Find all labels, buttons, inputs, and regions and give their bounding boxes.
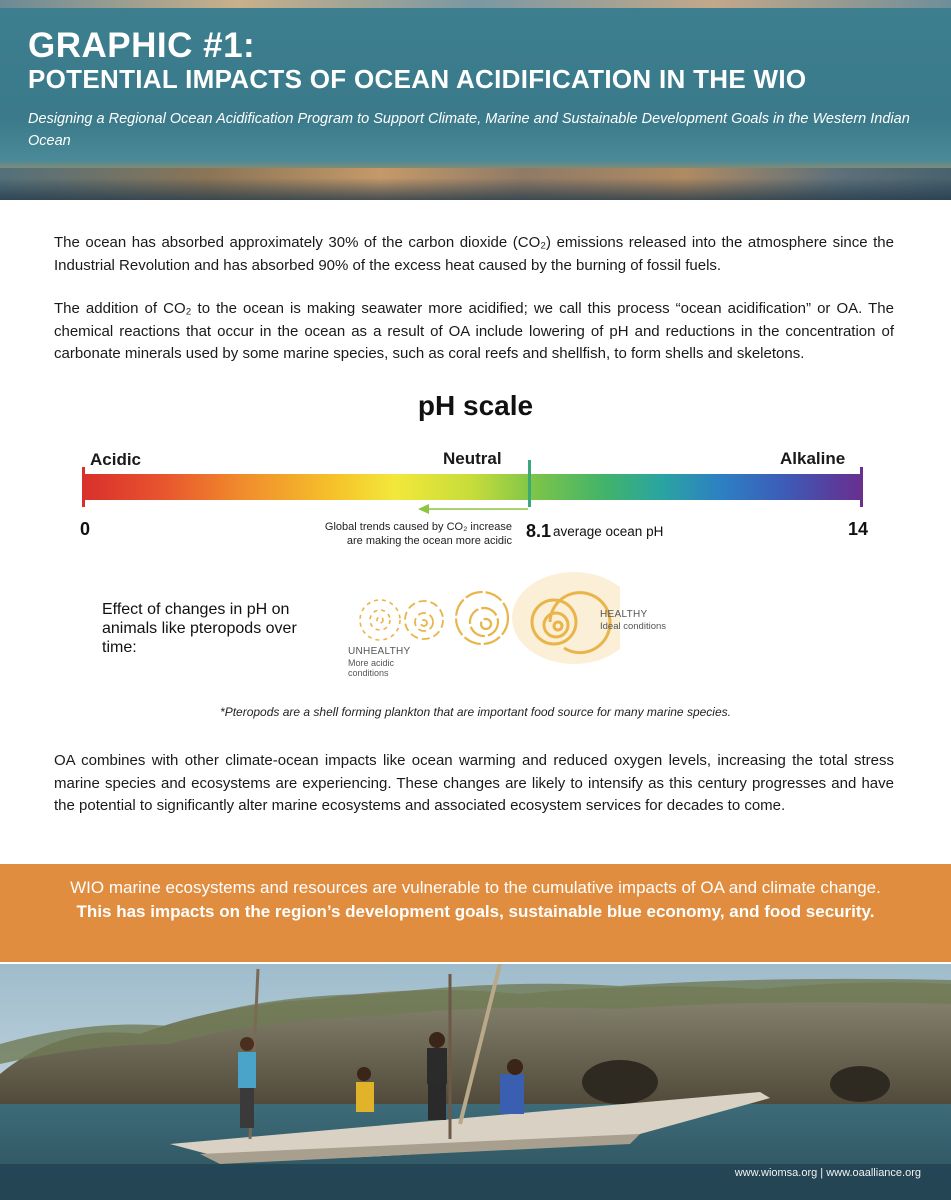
callout-text-bold: This has impacts on the region’s development goals, sustainable blue economy, and food security.	[76, 901, 875, 921]
impacts-paragraph: OA combines with other climate-ocean impacts like ocean warming and reduced oxygen levels, increasing the total stress marine species and ecosystems are experiencing. These changes are likely to intensify as this century progresses and have the potential to significantly alter marine ecosystems and associated ecosystem services for decades to come.	[54, 752, 894, 814]
ph-scale-title: pH scale	[417, 390, 534, 421]
pteropod-shell-icon	[360, 600, 400, 640]
neutral-label: Neutral	[443, 449, 502, 468]
ph-gradient-bar	[84, 474, 862, 500]
pteropod-shell-icon	[405, 601, 443, 639]
page-title-line2: POTENTIAL IMPACTS OF OCEAN ACIDIFICATION IN THE WIO	[28, 64, 807, 94]
header-banner	[0, 0, 951, 200]
callout-text	[60, 876, 891, 923]
fishermen-photo	[0, 964, 951, 1200]
header-top-edge	[0, 0, 951, 8]
unhealthy-description: More acidic conditions	[348, 658, 395, 678]
ph-tick-average	[528, 460, 531, 507]
ph-tick-min	[82, 467, 85, 507]
alkaline-label: Alkaline	[780, 449, 846, 468]
ph-max-value: 14	[848, 519, 869, 539]
pteropod-footnote: *Pteropods are a shell forming plankton that are important food source for many marine species.	[220, 705, 731, 719]
ph-average-value: 8.1	[526, 521, 552, 541]
page-title-line1: GRAPHIC #1:	[28, 26, 256, 65]
unhealthy-label: UNHEALTHY	[348, 646, 411, 657]
callout-text-normal: WIO marine ecosystems and resources are vulnerable to the cumulative impacts of OA and climate change.	[70, 878, 881, 897]
trend-note-line1: Global trends caused by CO₂ increase	[324, 521, 512, 533]
footer-urls: www.wiomsa.org | www.oaalliance.org	[734, 1167, 921, 1179]
healthy-label: HEALTHY	[600, 609, 648, 620]
pteropod-effect-text: Effect of changes in pH on animals like pteropods over time:	[102, 601, 297, 656]
ph-tick-max	[860, 467, 863, 507]
healthy-description: Ideal conditions	[600, 621, 667, 632]
intro-paragraph-1: The ocean has absorbed approximately 30% of the carbon dioxide (CO₂) emissions released into the atmosphere since the Industrial Revolution and has absorbed 90% of the excess heat caused by the burning of fossil fuels.	[54, 234, 894, 274]
ph-average-label: average ocean pH	[553, 524, 664, 539]
left-arrow-icon	[418, 503, 530, 515]
intro-paragraph-2: The addition of CO₂ to the ocean is making seawater more acidified; we call this process “ocean acidification” or OA. The chemical reactions that occur in the ocean as a result of OA include lowering of pH and reductions in the concentration of carbonate minerals used by some marine species, such as coral reefs and shellfish, to form shells and skeletons.	[54, 300, 894, 362]
page-subtitle: Designing a Regional Ocean Acidification Program to Support Climate, Marine and Sustainable Development Goals in the Western Indian Ocean	[28, 111, 910, 149]
trend-note	[300, 520, 512, 548]
acidic-label: Acidic	[90, 450, 142, 469]
ph-min-value: 0	[80, 519, 91, 539]
header-shadow-band	[0, 178, 951, 200]
pteropod-shell-icon	[456, 592, 508, 644]
trend-note-line2: are making the ocean more acidic	[346, 535, 512, 547]
